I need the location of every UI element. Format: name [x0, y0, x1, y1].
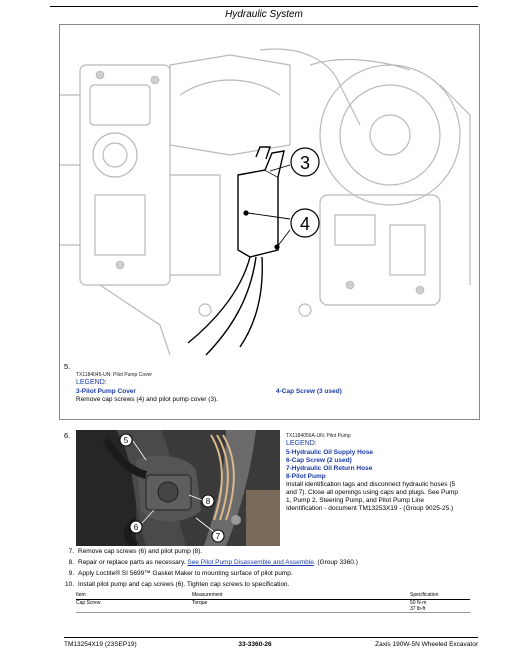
step-5-legend-title: LEGEND: — [76, 379, 107, 386]
step-6-legend-cap-screw: 6-Cap Screw (2 used) — [286, 457, 352, 464]
svg-text:7: 7 — [215, 532, 221, 541]
svg-text:8: 8 — [205, 497, 211, 506]
page-header: Hydraulic System — [225, 9, 303, 20]
step-6-instruction: Install identification tags and disconnect hydraulic hoses (5 and 7). Close all openings using caps and plugs. See Pump 1, Pump 2, Steering Pump, and Pilot Pump Line Identification - document TM13253X19 - (Group 9025-25.) — [286, 481, 458, 512]
step-5-legend-pilot-pump-cover: 3-Pilot Pump Cover — [76, 388, 136, 395]
spec-value: 50 N·m 37 lb-ft — [410, 599, 427, 612]
pilot-pump-cover-illustration — [60, 25, 479, 419]
svg-text:4: 4 — [299, 214, 311, 234]
spec-table-header — [76, 592, 470, 599]
footer-page-number: 33-3360-26 — [238, 641, 272, 648]
step-5-legend-cap-screw: 4-Cap Screw (3 used) — [276, 388, 342, 395]
step-5-number: 5. — [64, 362, 71, 371]
callout-3 — [291, 148, 319, 176]
svg-text:5: 5 — [123, 436, 129, 445]
step-5-figure-caption: TX1184045-UN: Pilot Pump Cover — [76, 372, 153, 378]
pilot-pump-disassemble-link[interactable]: See Pilot Pump Disassemble and Assemble — [187, 559, 314, 566]
step-7: 7. Remove cap screws (6) and pilot pump (8). — [68, 548, 203, 555]
step-8: 8. Repair or replace parts as necessary. See Pilot Pump Disassemble and Assemble. (Group 3360.) — [68, 559, 358, 566]
step-6-figure-caption: TX1184056A-UN: Pilot Pump — [286, 433, 351, 439]
step-9: 9. Apply Loctite® SI 5699™ Gasket Maker to mounting surface of pilot pump. — [68, 570, 293, 577]
procedure-steps — [64, 548, 484, 592]
svg-text:3: 3 — [299, 153, 311, 173]
figure-frame-pilot-pump-cover — [59, 24, 480, 420]
bottom-rule — [64, 637, 478, 638]
pilot-pump-photo — [76, 430, 280, 546]
step-6-number: 6. — [64, 431, 71, 440]
pilot-pump-photo-drawing — [76, 430, 280, 546]
callout-4 — [291, 209, 319, 237]
spec-header-specification: Specification — [410, 592, 439, 598]
spec-header-measurement: Measurement — [192, 592, 223, 598]
spec-item: Cap Screw — [76, 599, 101, 606]
step-6-legend-title: LEGEND: — [286, 440, 317, 447]
spec-measurement: Torque — [192, 599, 208, 606]
specification-table — [76, 592, 470, 613]
step-6-legend-pilot-pump: 8-Pilot Pump — [286, 473, 326, 480]
spec-header-item: Item — [76, 592, 86, 598]
step-6-legend-supply-hose: 5-Hydraulic Oil Supply Hose — [286, 449, 374, 456]
svg-text:6: 6 — [133, 523, 139, 532]
footer-document-id: TM13254X19 (23SEP19) — [64, 641, 137, 648]
step-10: 10. Install pilot pump and cap screws (6). Tighten cap screws to specification. — [64, 581, 290, 588]
step-5-instruction: Remove cap screws (4) and pilot pump cover (3). — [76, 396, 218, 403]
step-6-legend-return-hose: 7-Hydraulic Oil Return Hose — [286, 465, 373, 472]
top-rule — [50, 6, 478, 7]
footer-machine-name: Zaxis 190W-5N Wheeled Excavator — [375, 641, 478, 648]
table-row — [76, 599, 470, 612]
